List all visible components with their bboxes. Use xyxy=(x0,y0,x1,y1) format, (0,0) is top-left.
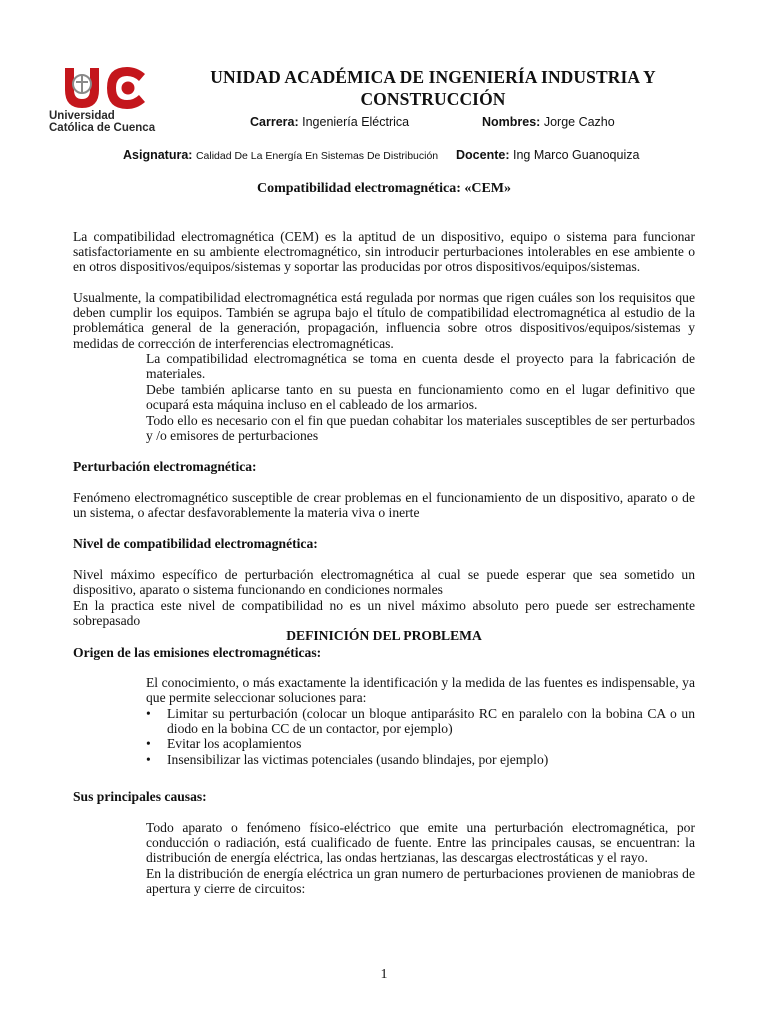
asignatura-field xyxy=(123,148,438,162)
intro-paragraph-5: Todo ello es necesario con el fin que puedan cohabitar los materiales susceptibles de ser perturbados y /o emisores de perturbaciones xyxy=(146,413,695,444)
definicion-heading: DEFINICIÓN DEL PROBLEMA xyxy=(286,628,482,643)
intro-paragraph-2: Usualmente, la compatibilidad electromagnética está regulada por normas que rigen cuáles son los requisitos que deben cumplir los equipos. También se agrupa bajo el título de compatibilidad electromagnética al estudio de la problemática general de la generación, propagación, influencia sobre otros dispositivos/equipos/sistemas y medidas de corrección de interferencias electromagnéticas. xyxy=(73,290,695,351)
logo-text xyxy=(49,110,179,134)
origen-heading: Origen de las emisiones electromagnéticas: xyxy=(73,645,322,660)
carrera-label: Carrera: xyxy=(250,115,299,129)
uc-logo-icon xyxy=(49,64,167,114)
list-item: • Limitar su perturbación (colocar un bloque antiparásito RC en paralelo con la bobina CA o un diodo en la bobina CC de un contactor, por ejemplo) xyxy=(143,706,695,736)
list-item: • Insensibilizar las victimas potenciales (usando blindajes, por ejemplo) xyxy=(143,752,695,767)
document-title: Compatibilidad electromagnética: «CEM» xyxy=(256,181,512,196)
nombres-field xyxy=(482,115,615,129)
nivel-heading: Nivel de compatibilidad electromagnética: xyxy=(73,536,318,551)
perturbacion-heading: Perturbación electromagnética: xyxy=(73,459,257,474)
title-line1: UNIDAD ACADÉMICA DE INGENIERÍA INDUSTRIA Y xyxy=(210,67,656,87)
asignatura-label: Asignatura: xyxy=(123,148,193,162)
causas-text-2: En la distribución de energía eléctrica un gran numero de perturbaciones provienen de maniobras de apertura y cierre de circuitos: xyxy=(146,866,695,897)
logo-line1: Universidad xyxy=(49,110,115,122)
docente-value: Ing Marco Guanoquiza xyxy=(512,148,640,162)
nombres-value: Jorge Cazho xyxy=(543,115,615,129)
causas-heading: Sus principales causas: xyxy=(73,789,207,804)
origen-text: El conocimiento, o más exactamente la identificación y la medida de las fuentes es indispensable, ya que permite seleccionar soluciones para: xyxy=(146,675,695,706)
perturbacion-text: Fenómeno electromagnético susceptible de crear problemas en el funcionamiento de un dispositivo, aparato o de un sistema, o afectar desfavorablemente la materia viva o inerte xyxy=(73,490,695,521)
nivel-text-1: Nivel máximo específico de perturbación electromagnética al cual se puede esperar que sea sometido un dispositivo, aparato o sistema funcionando en condiciones normales xyxy=(73,567,695,598)
asignatura-value: Calidad De La Energía En Sistemas De Distribución xyxy=(195,150,439,162)
docente-field xyxy=(456,148,639,162)
logo-line2: Católica de Cuenca xyxy=(49,122,156,134)
title-line2: CONSTRUCCIÓN xyxy=(360,89,506,109)
list-item: • Evitar los acoplamientos xyxy=(143,736,695,751)
docente-label: Docente: xyxy=(456,148,510,162)
nivel-text-2: En la practica este nivel de compatibilidad no es un nivel máximo absoluto pero puede ser estrechamente sobrepasado xyxy=(73,598,695,629)
intro-paragraph-4: Debe también aplicarse tanto en su puesta en funcionamiento como en el lugar definitivo que ocupará esta máquina incluso en el cableado de los armarios. xyxy=(146,382,695,413)
page-number: 1 xyxy=(380,967,388,982)
header-title xyxy=(190,66,676,110)
intro-paragraph-1: La compatibilidad electromagnética (CEM) es la aptitud de un dispositivo, equipo o sistema para funcionar satisfactoriamente en su ambiente electromagnético, sin introducir perturbaciones intolerables en ese ambiente o en otros dispositivos/equipos/sistemas y soportar las producidas por otros dispositivos/equipos/sistemas. xyxy=(73,229,695,275)
intro-paragraph-3: La compatibilidad electromagnética se toma en cuenta desde el proyecto para la fabricación de materiales. xyxy=(146,351,695,382)
solutions-list xyxy=(143,706,695,767)
carrera-field xyxy=(250,115,409,129)
nombres-label: Nombres: xyxy=(482,115,541,129)
carrera-value: Ingeniería Eléctrica xyxy=(302,115,410,129)
causas-text-1: Todo aparato o fenómeno físico-eléctrico que emite una perturbación electromagnética, por conducción o radiación, está cualificado de fuente. Entre las principales causas, se encuentran: la distribución de energía eléctrica, las ondas hertzianas, las descargas electrostáticas y el rayo. xyxy=(146,820,695,866)
